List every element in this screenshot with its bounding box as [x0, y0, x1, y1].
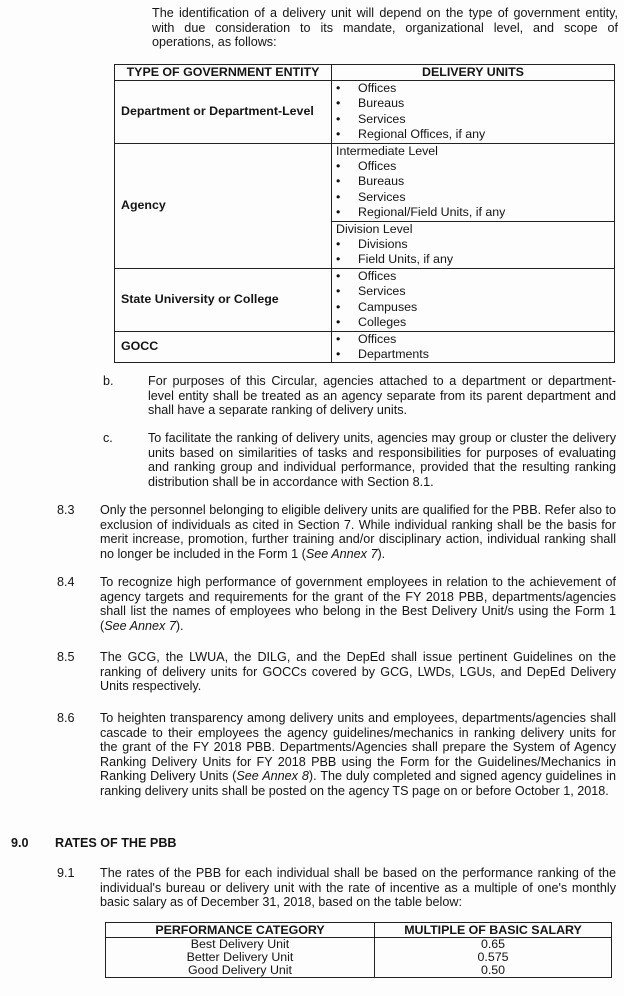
intro-paragraph: The identification of a delivery unit will depend on the type of government entity, with due consideration to its mandate, organizational level, and scope of operations, as follows:: [152, 6, 618, 50]
para-c-letter: c.: [103, 431, 113, 445]
table-row: [115, 81, 615, 144]
header-multiple: MULTIPLE OF BASIC SALARY: [375, 923, 612, 938]
list-item: • Colleges: [336, 315, 614, 330]
list-item: • Services: [336, 190, 614, 205]
section-8-5-text: The GCG, the LWUA, the DILG, and the DepEd shall issue pertinent Guidelines on the ranking of delivery units for GOCCs covered by GCG, LWDs, LGUs, and DepEd Delivery Units respectively.: [100, 650, 616, 694]
list-item: • Departments: [336, 347, 614, 362]
section-8-6-number: 8.6: [57, 711, 75, 725]
table-row: [115, 143, 615, 268]
units-list: [336, 332, 614, 363]
level-title: Intermediate Level: [336, 143, 438, 158]
annex-reference: See Annex 8: [236, 769, 309, 784]
category-cell: Good Delivery Unit: [106, 964, 375, 978]
section-8-5-number: 8.5: [57, 650, 75, 664]
pbb-rates-table: [105, 922, 612, 978]
para-b-text: For purposes of this Circular, agencies attached to a department or department-level entity shall be treated as an agency separate from its parent department and shall have a separate ranking of delivery units.: [148, 374, 616, 418]
list-item: • Field Units, if any: [336, 252, 614, 267]
multiple-cell: 0.65: [375, 938, 612, 952]
section-8-6-text: To heighten transparency among delivery units and employees, departments/agencies shall cascade to their employees the agency guidelines/mechanics in ranking delivery units for the grant of the FY 2018 PBB. Departments/Agencies shall prepare the System of Agency Ranking Delivery Units for FY 2018 PBB using the Form for the Guidelines/Mechanics in Ranking Delivery Units (See Annex 8). The duly completed and signed agency guidelines in ranking delivery units shall be posted on the agency TS page on or before October 1, 2018.: [100, 711, 617, 798]
table-row: [106, 938, 612, 952]
entity-agency: Agency: [115, 143, 332, 268]
list-item: • Bureaus: [336, 174, 614, 189]
delivery-units-table: [114, 64, 615, 363]
para-b-letter: b.: [103, 374, 114, 388]
table-row: [115, 268, 615, 331]
section-9-title: RATES OF THE PBB: [55, 836, 177, 850]
table-row: [106, 951, 612, 964]
list-item: • Offices: [336, 159, 614, 174]
section-8-4-number: 8.4: [57, 575, 75, 589]
multiple-cell: 0.575: [375, 951, 612, 964]
entity-gocc: GOCC: [115, 331, 332, 363]
section-9-1-text: The rates of the PBB for each individual shall be based on the performance ranking of the individual's bureau or delivery unit with the rate of incentive as a multiple of one's monthly basic salary as of December 31, 2018, based on the table below:: [100, 866, 616, 910]
list-item: • Divisions: [336, 237, 614, 252]
list-item: • Bureaus: [336, 96, 614, 111]
annex-reference: See Annex 7: [104, 618, 176, 633]
section-8-3-text: Only the personnel belonging to eligible delivery units are qualified for the PBB. Refer also to exclusion of individuals as cited in Section 7. While individual ranking shall be the basis for merit increase, promotion, further training and/or disciplinary action, individual ranking shall no longer be included in the Form 1 (See Annex 7).: [100, 503, 616, 561]
header-entity-type: TYPE OF GOVERNMENT ENTITY: [115, 65, 332, 81]
para-c-text: To facilitate the ranking of delivery units, agencies may group or cluster the delivery units based on similarities of tasks and responsibilities for purposes of evaluating and ranking group and individual performance, provided that the resulting ranking distribution shall be in accordance with Section 8.1.: [148, 431, 616, 489]
units-list: [336, 81, 614, 143]
header-delivery-units: DELIVERY UNITS: [332, 65, 615, 81]
section-9-number: 9.0: [11, 836, 29, 850]
multiple-cell: 0.50: [375, 964, 612, 978]
table-header-row: [106, 923, 612, 938]
list-item: • Services: [336, 284, 614, 299]
category-cell: Better Delivery Unit: [106, 951, 375, 964]
list-item: • Services: [336, 112, 614, 127]
list-item: • Campuses: [336, 300, 614, 315]
table-row: [106, 964, 612, 978]
section-9-1-number: 9.1: [57, 866, 75, 880]
header-performance-category: PERFORMANCE CATEGORY: [106, 923, 375, 938]
list-item: • Regional/Field Units, if any: [336, 205, 614, 220]
entity-department: Department or Department-Level: [115, 81, 332, 144]
list-item: • Offices: [336, 269, 614, 284]
table-row: [115, 331, 615, 363]
section-8-3-number: 8.3: [57, 503, 75, 517]
list-item: • Offices: [336, 332, 614, 347]
category-cell: Best Delivery Unit: [106, 938, 375, 952]
list-item: • Regional Offices, if any: [336, 127, 614, 142]
section-8-4-text: To recognize high performance of government employees in relation to the achievement of agency targets and requirements for the grant of the FY 2018 PBB, departments/agencies shall list the names of employees who belong in the Best Delivery Unit/s using the Form 1 (See Annex 7).: [100, 575, 616, 633]
table-header-row: [115, 65, 615, 81]
units-list: [336, 237, 614, 268]
entity-suc: State University or College: [115, 268, 332, 331]
annex-reference: See Annex 7: [305, 546, 378, 561]
units-list: [336, 269, 614, 331]
list-item: • Offices: [336, 81, 614, 96]
level-title: Division Level: [332, 221, 614, 237]
units-list: [336, 159, 614, 221]
